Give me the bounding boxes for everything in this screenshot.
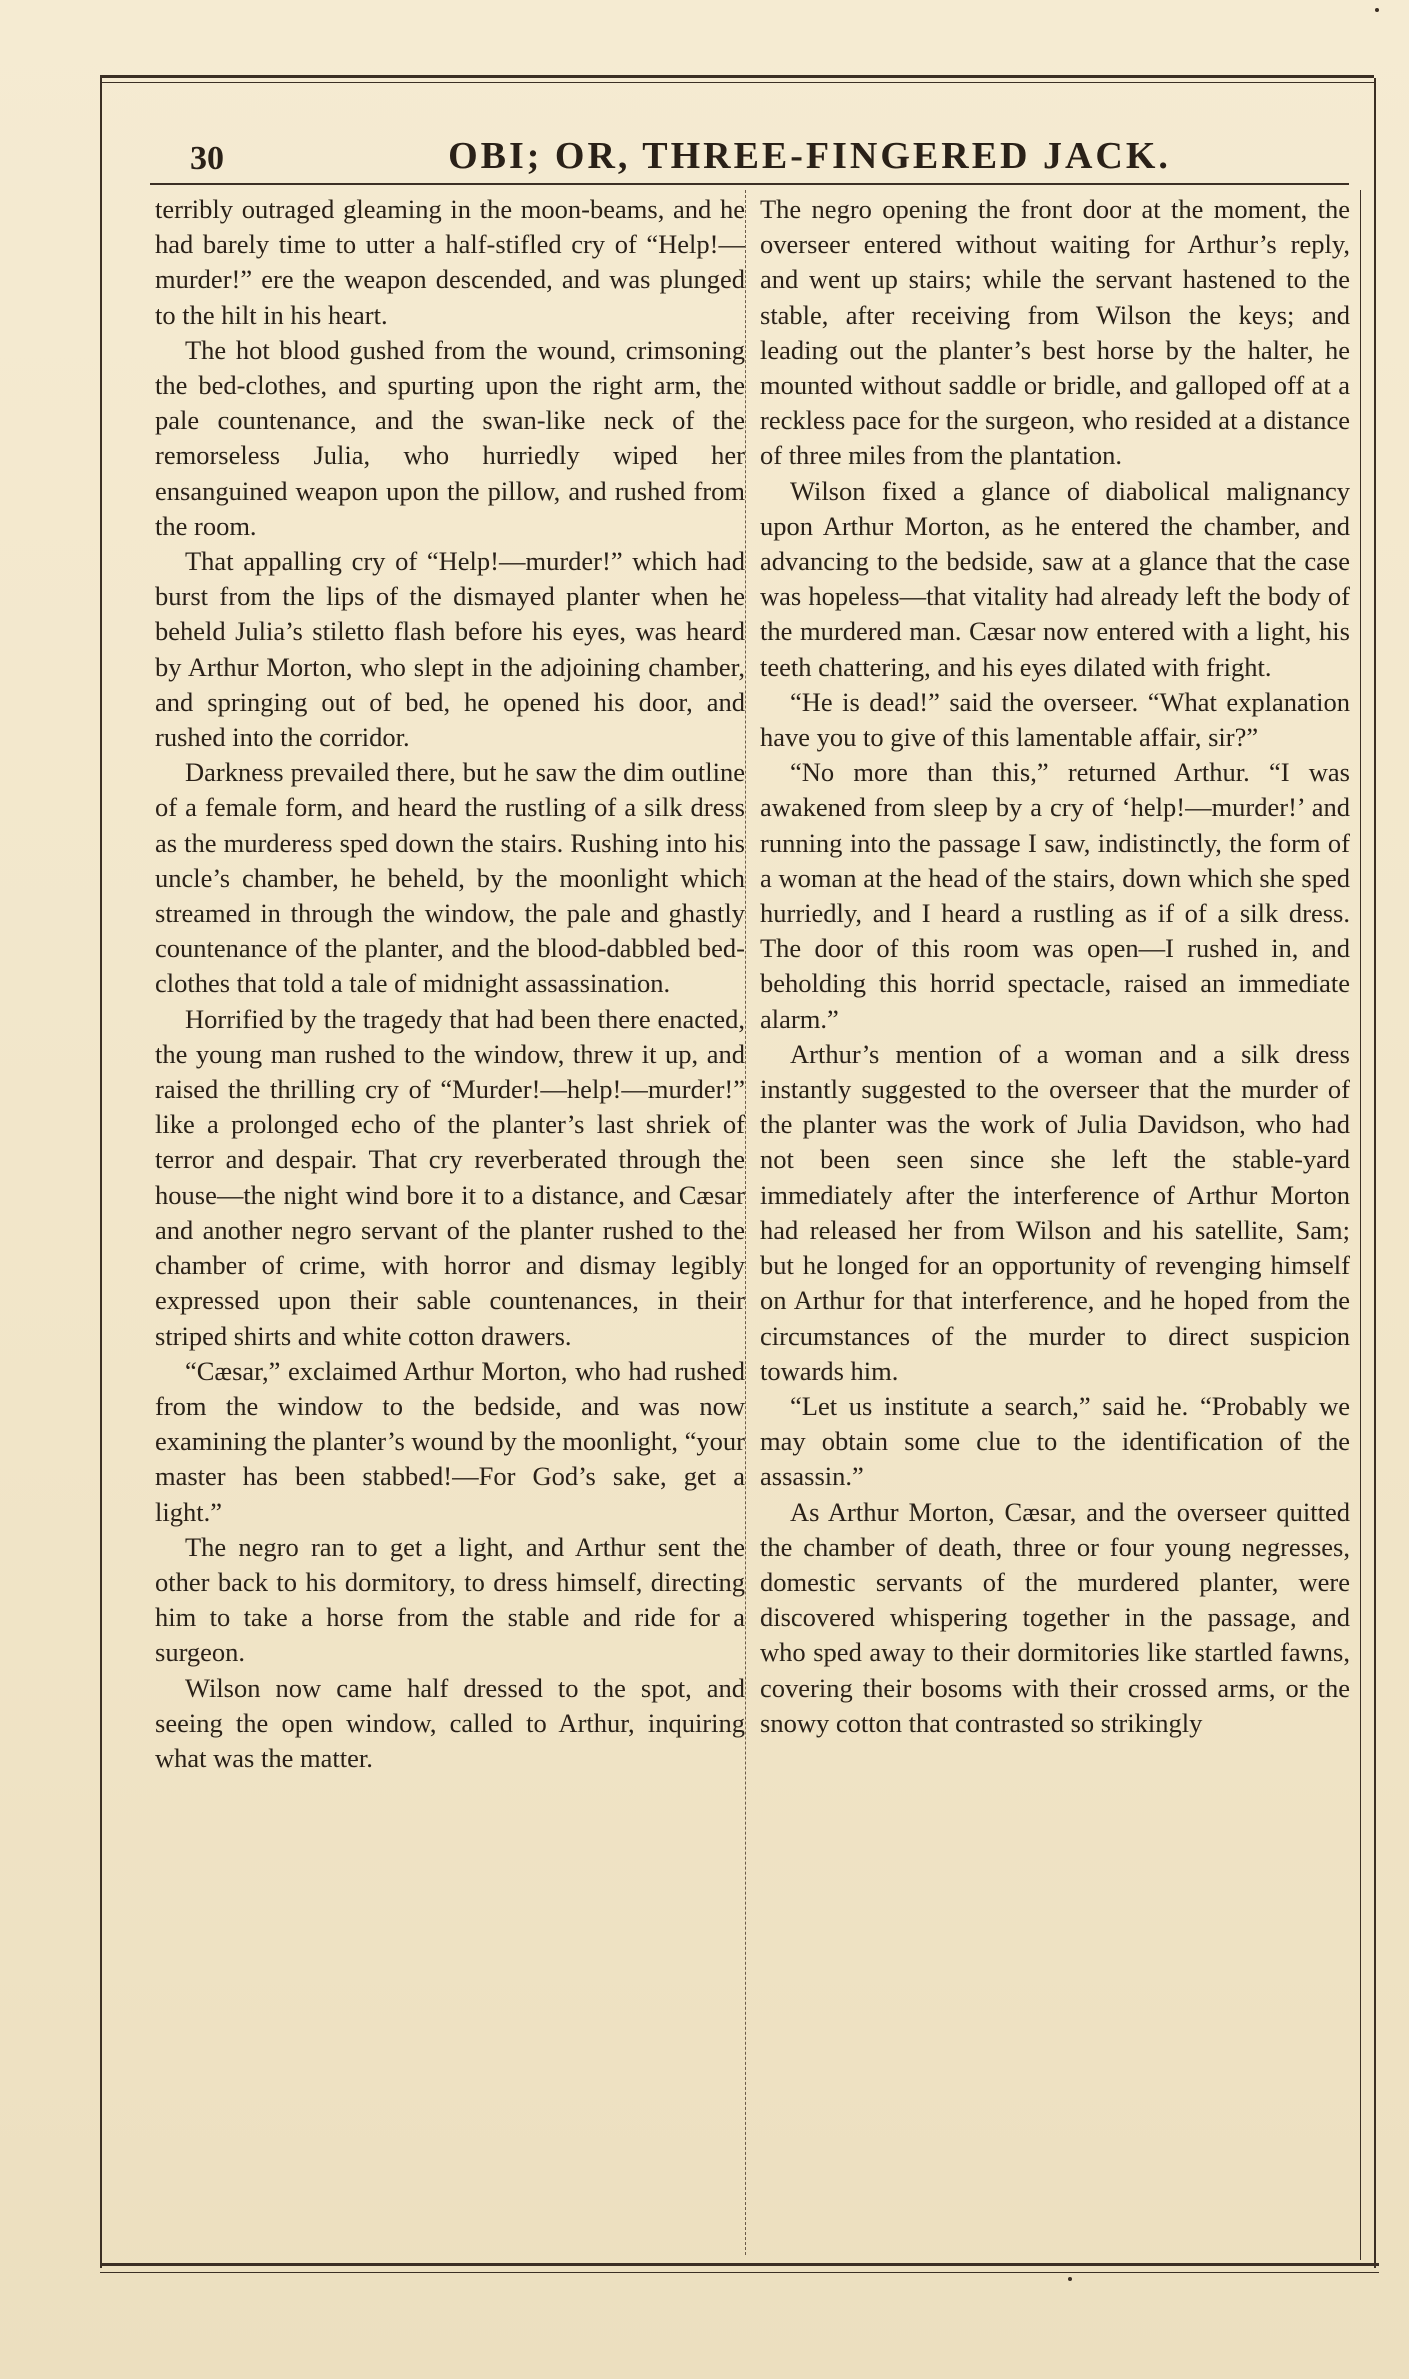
column-divider: [745, 190, 746, 2255]
top-rule: [100, 75, 1374, 83]
right-text-column: [760, 192, 1350, 1741]
paragraph: Wilson now came half dressed to the spot, and seeing the open window, called to Arthur, inquiring what was the matter.: [155, 1672, 745, 1773]
paragraph: That appalling cry of “Help!—murder!” which had burst from the lips of the dismayed planter when he beheld Julia’s stiletto flash before his eyes, was heard by Arthur Morton, who slept in the adjoining chamber, and springing out of bed, he opened his door, and rushed into the corridor.: [155, 546, 745, 753]
paragraph: Arthur’s mention of a woman and a silk dress instantly suggested to the overseer that the murder of the planter was the work of Julia Davidson, who had not been seen since she left the stable-yard immediately after the interference of Arthur Morton had released her from Wilson and his satellite, Sam; but he longed for an opportunity of revenging himself on Arthur for that interference, and he hoped from the circumstances of the murder to direct suspicion towards him.: [760, 1038, 1350, 1386]
paragraph: The hot blood gushed from the wound, crimsoning the bed-clothes, and spurting upon the right arm, the pale countenance, and the swan-like neck of the remorseless Julia, who hurriedly wiped her ensanguined weapon upon the pillow, and rushed from the room.: [155, 334, 745, 541]
bottom-mark: [1068, 2277, 1072, 2281]
paragraph: “Cæsar,” exclaimed Arthur Morton, who had rushed from the window to the bedside, and was now examining the planter’s wound by the moonlight, “your master has been stabbed!—For God’s sake, get a light.”: [155, 1355, 745, 1527]
page-header: [150, 108, 1349, 178]
continued-paragraph: terribly outraged gleaming in the moon-beams, and he had barely time to utter a half-stifled cry of “Help!—murder!” ere the weapon descended, and was plunged to the hilt in his heart.: [155, 194, 745, 330]
paragraph: “He is dead!” said the overseer. “What explanation have you to give of this lamentable affair, sir?”: [760, 686, 1350, 753]
paragraph: Wilson fixed a glance of diabolical malignancy upon Arthur Morton, as he entered the chamber, and advancing to the bedside, saw at a glance that the case was hopeless—that vitality had already left the body of the murdered man. Cæsar now entered with a light, his teeth chattering, and his eyes dilated with fright.: [760, 475, 1350, 682]
bottom-rule: [100, 2263, 1379, 2273]
left-border-rule: [100, 78, 102, 2268]
inner-right-rule: [1360, 190, 1361, 2260]
running-title: OBI; OR, THREE-FINGERED JACK.: [448, 135, 1171, 177]
right-border-rule: [1374, 78, 1376, 2268]
paragraph: The negro ran to get a light, and Arthur sent the other back to his dormitory, to dress himself, directing him to take a horse from the stable and ride for a surgeon.: [155, 1531, 745, 1668]
header-rule: [150, 183, 1349, 185]
paragraph: “No more than this,” returned Arthur. “I was awakened from sleep by a cry of ‘help!—murder!’ and running into the passage I saw, indistinctly, the form of a woman at the head of the stairs, down which she sped hurriedly, and I heard a rustling as if of a silk dress. The door of this room was open—I rushed in, and beholding this horrid spectacle, raised an immediate alarm.”: [760, 757, 1350, 1034]
paragraph: Darkness prevailed there, but he saw the dim outline of a female form, and heard the rustling of a silk dress as the murderess sped down the stairs. Rushing into his uncle’s chamber, he beheld, by the moonlight which streamed in through the window, the pale and ghastly countenance of the planter, and the blood-dabbled bed-clothes that told a tale of midnight assassination.: [155, 757, 745, 999]
page-number: 30: [190, 140, 224, 177]
left-text-column: [155, 192, 745, 1776]
paragraph: As Arthur Morton, Cæsar, and the overseer quitted the chamber of death, three or four young negresses, domestic servants of the murdered planter, were discovered whispering together in the passage, and who sped away to their dormitories like startled fawns, covering their bosoms with their crossed arms, or the snowy cotton that contrasted so strikingly: [760, 1496, 1350, 1738]
continued-paragraph: The negro opening the front door at the moment, the overseer entered without waiting for Arthur’s reply, and went up stairs; while the servant hastened to the stable, after receiving from Wilson the keys; and leading out the planter’s best horse by the halter, he mounted without saddle or bridle, and galloped off at a reckless pace for the surgeon, who resided at a distance of three miles from the plantation.: [760, 194, 1350, 471]
paragraph: Horrified by the tragedy that had been there enacted, the young man rushed to the window, threw it up, and raised the thrilling cry of “Murder!—help!—murder!” like a prolonged echo of the planter’s last shriek of terror and despair. That cry reverberated through the house—the night wind bore it to a distance, and Cæsar and another negro servant of the planter rushed to the chamber of crime, with horror and dismay legibly expressed upon their sable countenances, in their striped shirts and white cotton drawers.: [155, 1003, 745, 1351]
corner-mark: [1375, 8, 1379, 12]
paragraph: “Let us institute a search,” said he. “Probably we may obtain some clue to the identification of the assassin.”: [760, 1390, 1350, 1492]
